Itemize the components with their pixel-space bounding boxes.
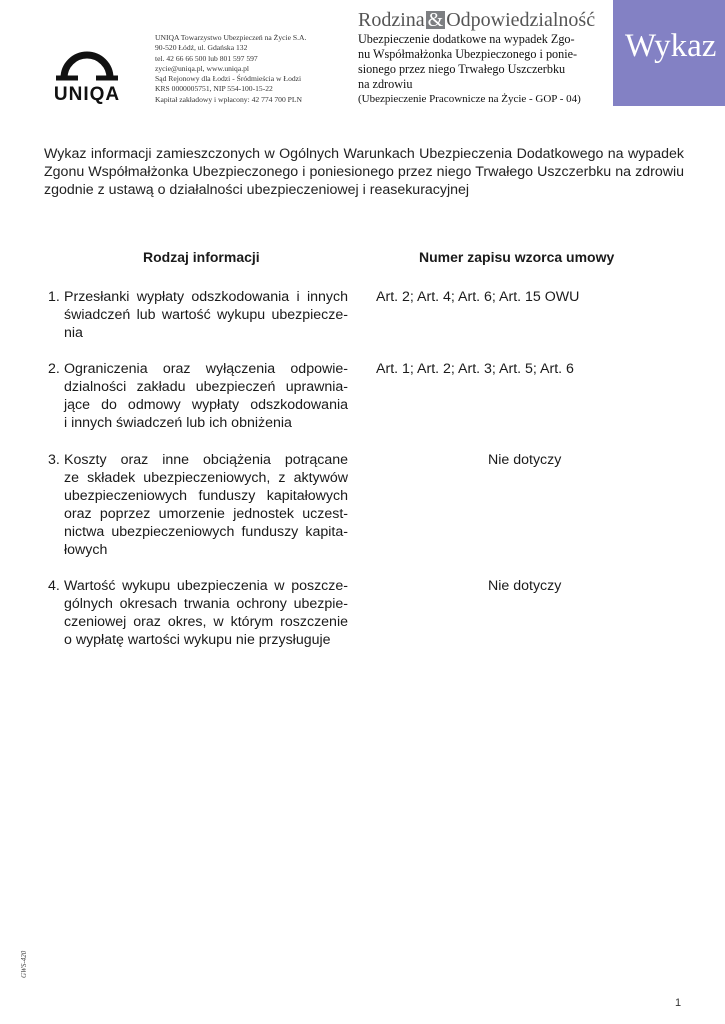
row-desc-line: oraz poprzez umorzenie jednostek uczest-	[64, 506, 348, 522]
product-desc-line: nu Współmałżonka Ubezpieczonego i ponie-	[358, 47, 578, 61]
row-desc-line: Przesłanki wypłaty odszkodowania i innych	[64, 289, 348, 305]
column-header-info-type: Rodzaj informacji	[143, 249, 260, 265]
company-line: 90-520 Łódź, ul. Gdańska 132	[155, 43, 248, 53]
brand-ampersand: &	[427, 9, 444, 31]
product-brand	[358, 9, 608, 31]
intro-paragraph: Wykaz informacji zamieszczonych w Ogólnych Warunkach Ubezpieczenia Dodatkowego na wypadek Zgonu Współmałżonka Ubezpieczonego i poniesionego przez niego Trwałego Uszczerbku na zdrowiu zgodnie z ustawą o działalności ubezpieczeniowej i reasekuracyjnej	[44, 146, 684, 198]
product-desc-line: sionego przez niego Trwałego Uszczerbku	[358, 62, 566, 76]
product-header	[358, 9, 608, 106]
row-reference: Art. 2; Art. 4; Art. 6; Art. 15 OWU	[376, 289, 580, 305]
company-line: zycie@uniqa.pl, www.uniqa.pl	[155, 63, 250, 73]
form-code: GWS-420	[20, 950, 28, 978]
row-description	[64, 288, 348, 342]
row-desc-line: Ograniczenia oraz wyłączenia odpowie-	[64, 361, 348, 377]
row-reference: Art. 1; Art. 2; Art. 3; Art. 5; Art. 6	[376, 361, 574, 377]
brand-left: Rodzina	[358, 9, 425, 31]
row-desc-line: jące do odmowy wypłaty odszkodowania	[64, 397, 348, 413]
logo-text: UNIQA	[53, 84, 121, 105]
product-desc-line: Ubezpieczenie dodatkowe na wypadek Zgo-	[358, 32, 575, 46]
wykaz-label: Wykaz	[625, 28, 717, 64]
row-desc-line: świadczeń lub wartość wykupu ubezpiecze-	[64, 307, 348, 323]
column-header-contract-ref: Numer zapisu wzorca umowy	[419, 249, 615, 265]
company-line: KRS 0000005751, NIP 554-100-15-22	[155, 84, 273, 94]
row-desc-line: ze składek ubezpieczeniowych, z aktywów	[64, 470, 348, 486]
row-description	[64, 577, 348, 649]
page-number: 1	[675, 997, 682, 1009]
row-desc-line: o wypłatę wartości wykupu nie przysługuje	[64, 632, 331, 648]
row-reference: Nie dotyczy	[488, 452, 562, 468]
row-desc-line: ubezpieczeniowych funduszy kapitałowych	[64, 488, 348, 504]
row-desc-line: nia	[64, 325, 83, 341]
row-description	[64, 360, 348, 432]
row-desc-line: gólnych okresach trwania ochrony ubezpie-	[64, 596, 348, 612]
company-info	[155, 33, 345, 105]
company-line: Sąd Rejonowy dla Łodzi - Śródmieścia w Łodzi	[155, 74, 302, 84]
company-line: tel. 42 66 66 500 lub 801 597 597	[155, 53, 258, 63]
company-line: Kapitał zakładowy i wpłacony: 42 774 700 PLN	[155, 94, 302, 104]
row-number: 1.	[48, 289, 60, 305]
row-desc-line: i innych świadczeń lub ich obniżenia	[64, 415, 292, 431]
row-number: 2.	[48, 361, 60, 377]
row-desc-line: Koszty oraz inne obciążenia potrącane	[64, 452, 348, 468]
row-desc-line: czeniowej oraz okres, w którym roszczenie	[64, 614, 348, 630]
row-desc-line: dzialności zakładu ubezpieczeń uprawnia-	[64, 379, 348, 395]
wykaz-banner	[613, 0, 725, 106]
product-desc-line: na zdrowiu	[358, 77, 413, 91]
product-code: (Ubezpieczenie Pracownicze na Życie - GOP - 04)	[358, 93, 581, 105]
row-reference: Nie dotyczy	[488, 578, 562, 594]
row-desc-line: nictwa ubezpieczeniowych funduszy kapita-	[64, 524, 348, 540]
row-description	[64, 451, 348, 559]
company-line: UNIQA Towarzystwo Ubezpieczeń na Życie S.A.	[155, 33, 307, 42]
row-number: 3.	[48, 452, 60, 468]
row-desc-line: Wartość wykupu ubezpieczenia w poszcze-	[64, 578, 348, 594]
uniqa-logo	[44, 42, 130, 108]
row-desc-line: łowych	[64, 542, 108, 558]
row-number: 4.	[48, 578, 60, 594]
product-description	[358, 32, 608, 92]
brand-right: Odpowiedzialność	[446, 9, 596, 31]
uniqa-logo-icon	[54, 42, 120, 84]
